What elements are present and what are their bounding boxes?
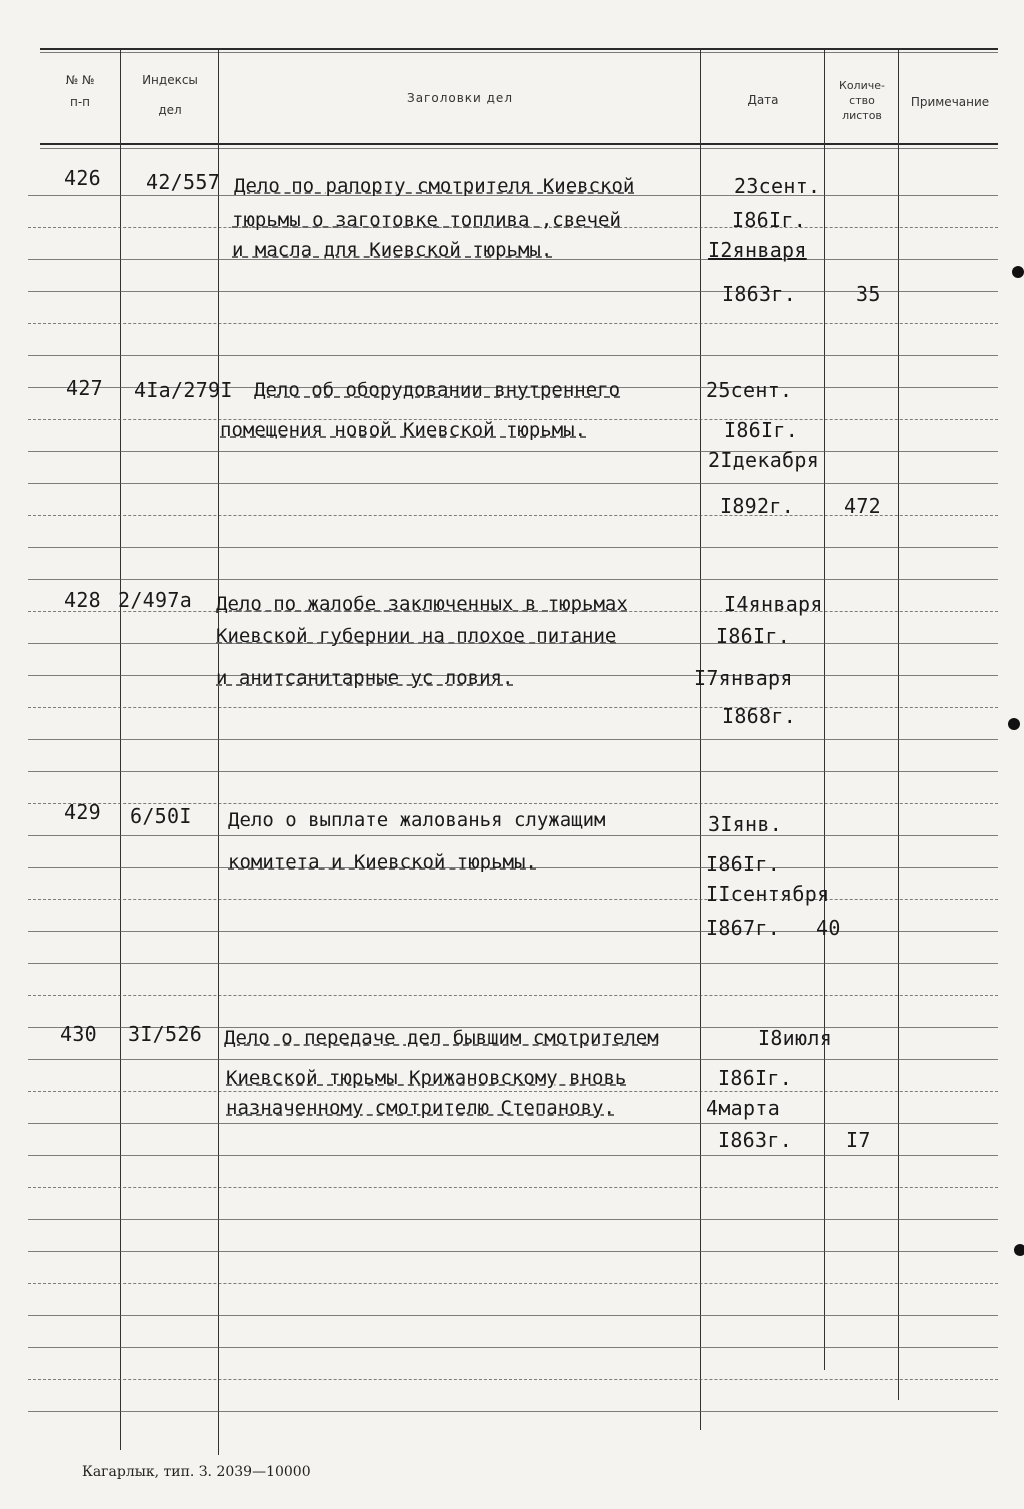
- ruled-line: [28, 579, 998, 580]
- header-rule-2: [40, 148, 998, 149]
- date-line: IIсентября: [706, 882, 830, 906]
- col-divider-2: [218, 50, 219, 1455]
- date-line: I86Iг.: [706, 852, 781, 876]
- ruled-line: [28, 1347, 998, 1348]
- date-line: 25сент.: [706, 378, 793, 402]
- title-line: Киевской тюрьмы Крижановскому вновь: [226, 1067, 627, 1089]
- col-divider-4: [824, 50, 825, 1370]
- date-line: I86Iг.: [724, 418, 799, 442]
- ruled-line: [28, 1155, 998, 1156]
- ruled-line: [28, 995, 998, 996]
- ruled-line: [28, 1315, 998, 1316]
- ruled-line: [28, 451, 998, 452]
- ruled-line: [28, 1059, 998, 1060]
- record-index: 3I/526: [128, 1022, 203, 1046]
- ruled-line: [28, 739, 998, 740]
- date-line: I892г.: [720, 494, 795, 518]
- top-rule-2: [40, 52, 998, 53]
- ruled-line: [28, 1379, 998, 1380]
- punch-hole-mark: [1008, 718, 1020, 730]
- date-line: 2Iдекабря: [708, 448, 820, 472]
- header-title: Заголовки дел: [407, 91, 513, 105]
- ruled-line: [28, 1283, 998, 1284]
- top-rule: [40, 48, 998, 50]
- ruled-line: [28, 1411, 998, 1412]
- ruled-line: [28, 1091, 998, 1092]
- ruled-line: [28, 835, 998, 836]
- ruled-line: [28, 899, 998, 900]
- record-num: 430: [60, 1022, 98, 1046]
- sheet-count: 40: [816, 916, 841, 940]
- title-line: Киевской губернии на плохое питание: [216, 625, 617, 647]
- punch-hole-mark: [1014, 1244, 1024, 1256]
- date-line: 3Iянв.: [708, 812, 783, 836]
- title-line: Дело о выплате жалованья служащим: [228, 809, 606, 831]
- date-line: I86Iг.: [716, 624, 791, 648]
- date-line: I86Iг.: [732, 208, 807, 232]
- ruled-line: [28, 1123, 998, 1124]
- date-line: I863г.: [722, 282, 797, 306]
- header-note: Примечание: [910, 95, 990, 109]
- record-num: 428: [64, 588, 102, 612]
- col-divider-5: [898, 50, 899, 1400]
- date-line: I7января: [694, 666, 793, 690]
- ruled-line: [28, 355, 998, 356]
- record-num: 429: [64, 800, 102, 824]
- record-index: 4Iа/279I: [134, 378, 233, 402]
- record-index: 6/50I: [130, 804, 192, 828]
- title-line: назначенному смотрителю Степанову.: [226, 1097, 615, 1119]
- header-num: № № п-п: [65, 73, 95, 109]
- date-line: I2января: [708, 238, 807, 262]
- date-line: I86Iг.: [718, 1066, 793, 1090]
- header-date: Дата: [747, 93, 779, 107]
- date-line: I867г.: [706, 916, 781, 940]
- title-line: Дело по жалобе заключенных в тюрьмах: [216, 593, 628, 615]
- col-divider-3: [700, 50, 701, 1430]
- date-line: I4января: [724, 592, 823, 616]
- date-line: I8июля: [758, 1026, 833, 1050]
- title-line: Дело об оборудовании внутреннего: [254, 379, 621, 401]
- date-line: I863г.: [718, 1128, 793, 1152]
- sheet-count: 35: [856, 282, 881, 306]
- title-line: и масла для Киевской тюрьмы.: [232, 239, 553, 261]
- ruled-line: [28, 483, 998, 484]
- sheet-count: I7: [846, 1128, 871, 1152]
- ruled-line: [28, 547, 998, 548]
- date-line: 23сент.: [734, 174, 821, 198]
- col-divider-1: [120, 50, 121, 1450]
- punch-hole-mark: [1012, 266, 1024, 278]
- ruled-line: [28, 1219, 998, 1220]
- ruled-line: [28, 963, 998, 964]
- ruled-line: [28, 771, 998, 772]
- date-line: I868г.: [722, 704, 797, 728]
- printer-imprint: Кагарлык, тип. З. 2039—10000: [82, 1464, 311, 1480]
- title-line: и анитсанитарные ус ловия.: [216, 667, 514, 689]
- record-num: 427: [66, 376, 104, 400]
- title-line: Дело по рапорту смотрителя Киевской: [234, 175, 635, 197]
- record-index: 42/557: [146, 170, 221, 194]
- date-line: 4марта: [706, 1096, 781, 1120]
- title-line: тюрьмы о заготовке топлива ,свечей: [232, 209, 621, 231]
- title-line: помещения новой Киевской тюрьмы.: [220, 419, 587, 441]
- record-num: 426: [64, 166, 102, 190]
- header-index: Индексы дел: [142, 73, 198, 117]
- title-line: Дело о передаче дел бывшим смотрителем: [224, 1027, 659, 1049]
- record-index: 2/497а: [118, 588, 193, 612]
- title-line: комитета и Киевской тюрьмы.: [228, 851, 537, 873]
- ruled-line: [28, 323, 998, 324]
- ruled-line: [28, 291, 998, 292]
- header-count: Количе- ство листов: [839, 79, 885, 122]
- ruled-line: [28, 707, 998, 708]
- ruled-line: [28, 931, 998, 932]
- ruled-line: [28, 1187, 998, 1188]
- sheet-count: 472: [844, 494, 882, 518]
- ruled-line: [28, 1251, 998, 1252]
- header-rule: [40, 143, 998, 145]
